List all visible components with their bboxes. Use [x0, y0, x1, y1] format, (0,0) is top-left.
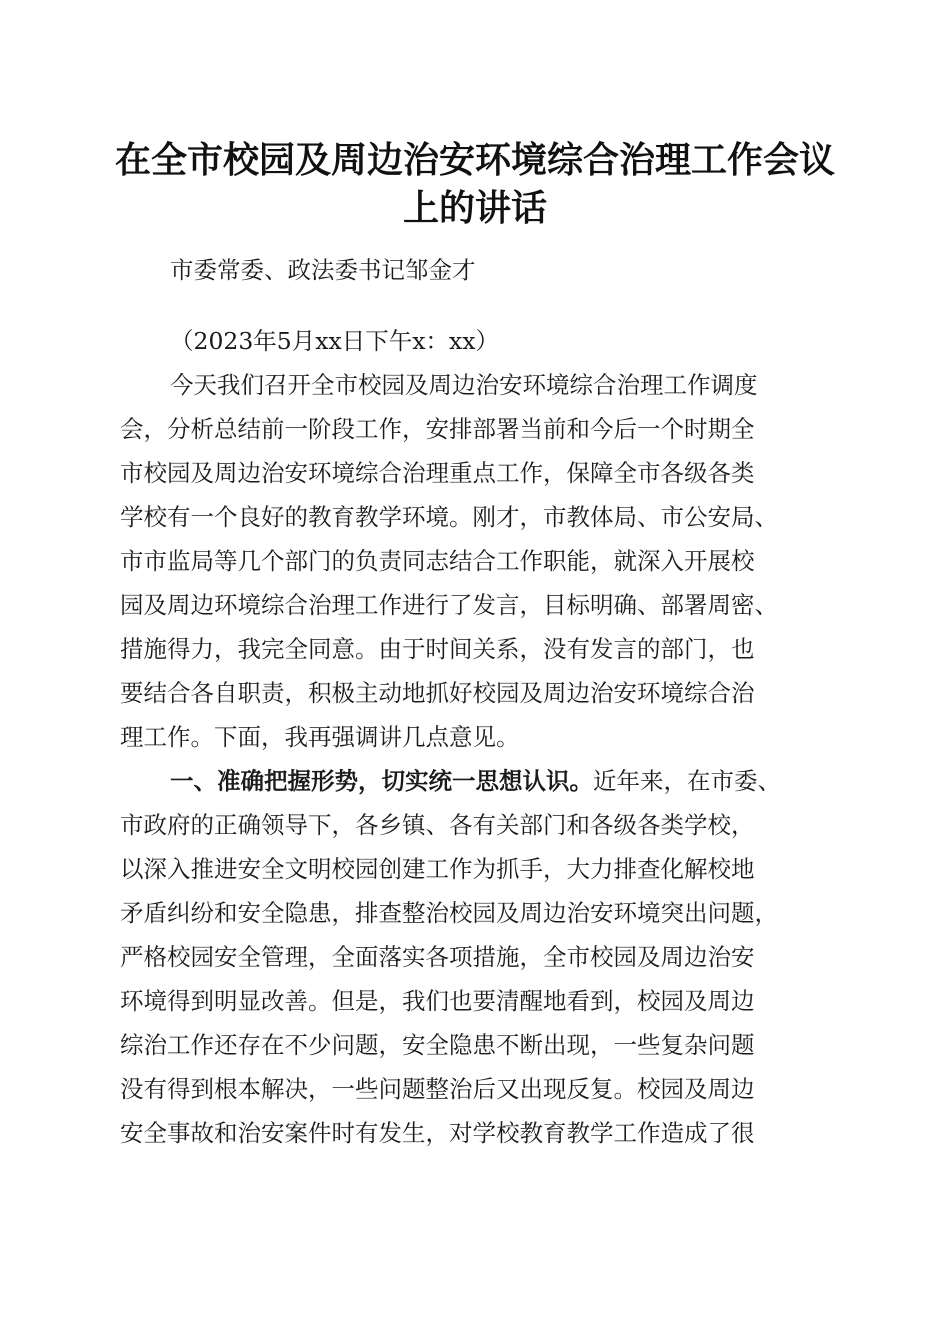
paragraph-line: 综治工作还存在不少问题，安全隐患不断出现，一些复杂问题	[120, 1031, 755, 1059]
paragraph-line: 市校园及周边治安环境综合治理重点工作，保障全市各级各类	[120, 459, 755, 487]
paragraph-line: 没有得到根本解决，一些问题整治后又出现反复。校园及周边	[120, 1075, 755, 1103]
paragraph-line: 会，分析总结前一阶段工作，安排部署当前和今后一个时期全	[120, 415, 755, 443]
paragraph-line: 理工作。下面，我再强调讲几点意见。	[120, 723, 520, 751]
section-1-heading: 一、准确把握形势，切实统一思想认识。	[170, 767, 593, 795]
speaker-line: 市委常委、政法委书记邹金才	[170, 256, 476, 284]
section-1-first-tail: 近年来，在市委、	[593, 767, 781, 795]
paragraph-line: 严格校园安全管理，全面落实各项措施，全市校园及周边治安	[120, 943, 755, 971]
paragraph-line: 环境得到明显改善。但是，我们也要清醒地看到，校园及周边	[120, 987, 755, 1015]
paragraph-line: 措施得力，我完全同意。由于时间关系，没有发言的部门，也	[120, 635, 755, 663]
section-1-first-line	[170, 766, 781, 796]
paragraph-line: 园及周边环境综合治理工作进行了发言，目标明确、部署周密、	[120, 591, 778, 619]
paragraph-line: 市政府的正确领导下，各乡镇、各有关部门和各级各类学校，	[120, 811, 755, 839]
paragraph-line: 矛盾纠纷和安全隐患，排查整治校园及周边治安环境突出问题，	[120, 899, 778, 927]
datetime-line: （2023年5月xx日下午x：xx）	[170, 327, 500, 355]
paragraph-line: 学校有一个良好的教育教学环境。刚才，市教体局、市公安局、	[120, 503, 778, 531]
document-title-line-2: 上的讲话	[402, 187, 547, 229]
paragraph-line: 市市监局等几个部门的负责同志结合工作职能，就深入开展校	[120, 547, 755, 575]
paragraph-line: 今天我们召开全市校园及周边治安环境综合治理工作调度	[170, 371, 758, 399]
paragraph-line: 以深入推进安全文明校园创建工作为抓手，大力排查化解校地	[120, 855, 755, 883]
document-title-line-1: 在全市校园及周边治安环境综合治理工作会议	[114, 139, 835, 181]
paragraph-line: 要结合各自职责，积极主动地抓好校园及周边治安环境综合治	[120, 679, 755, 707]
paragraph-line: 安全事故和治安案件时有发生，对学校教育教学工作造成了很	[120, 1119, 755, 1147]
